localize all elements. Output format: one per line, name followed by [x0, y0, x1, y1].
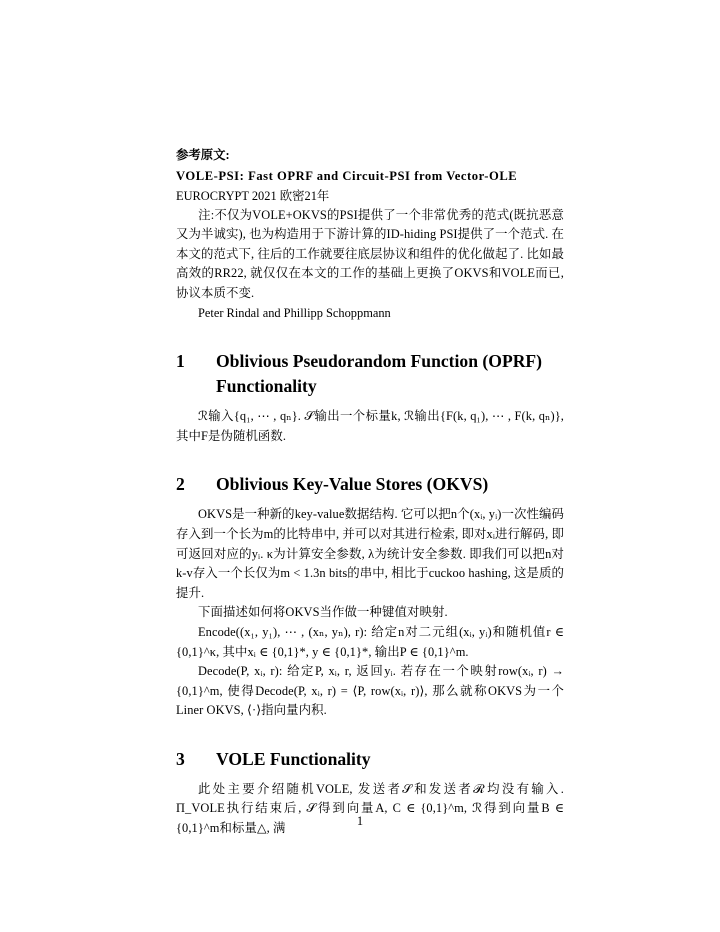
section-2-number: 2	[176, 474, 185, 495]
note-line-3: 文的范式下, 往后的工作就要往底层协议和组件的优化做起了. 比如最高效	[176, 246, 564, 281]
section-1-heading	[176, 349, 564, 399]
page-number: 1	[356, 814, 364, 828]
note-line-2: 为半诚实), 也为构造用于下游计算的ID-hiding PSI提供了一个范式. 在本	[176, 227, 564, 261]
section-1-title	[216, 349, 564, 399]
spacer	[176, 446, 564, 472]
reference-label: 参考原文:	[176, 148, 230, 162]
section-3-number: 3	[176, 748, 185, 769]
section-2-paragraph-3: Encode((x₁, y₁), ⋯ , (xₙ, yₙ), r): 给定n对二元组(xᵢ, yᵢ)和随机值r ∈ {0,1}^κ, 其中xᵢ ∈ {0,1}*, y ∈ {0,1}*, 输出P ∈ {0,1}^m.	[176, 624, 564, 659]
note-line-4: 的RR22, 就仅仅在本文的工作的基础上更换了OKVS和VOLE而已, 协议本	[176, 266, 565, 300]
section-3-paragraph-1: 此处主要介绍随机VOLE, 发送者𝒮和发送者ℛ均没有输入. Π_VOLE执行结束后, 𝒮得到向量A, C ∈ {0,1}^m, ℛ得到向量B ∈ {0,1}^m和标量△, 满	[176, 781, 564, 836]
section-1-number: 1	[176, 351, 185, 372]
paper-title: VOLE-PSI: Fast OPRF and Circuit-PSI from Vector-OLE	[176, 168, 518, 183]
note-line-5: 质不变.	[213, 285, 255, 300]
spacer	[176, 399, 564, 407]
spacer	[176, 497, 564, 505]
authors-line: Peter Rindal and Phillipp Schoppmann	[198, 305, 391, 320]
section-2-paragraph-1: OKVS是一种新的key-value数据结构. 它可以把n个(xᵢ, yᵢ)一次性编码存入到一个长为m的比特串中, 并可以对其进行检索, 即对xᵢ进行解码, 即可返回对应的yᵢ. κ为计算安全参数, λ为统计安全参数. 即我们可以把n对k-v存入一个长仅为m < 1.3n bits的串中, 相比于cuckoo hashing, 这是质的提升.	[176, 507, 564, 600]
section-1-title-line2: Functionality	[216, 376, 317, 397]
note-paragraph	[176, 206, 564, 304]
section-2-paragraph-2: 下面描述如何将OKVS当作做一种键值对映射.	[198, 605, 448, 620]
section-1-title-line1: Oblivious Pseudorandom Function (OPRF)	[216, 351, 543, 372]
section-1-paragraph-1: ℛ输入{q₁, ⋯ , qₙ}. 𝒮输出一个标量k, ℛ输出{F(k, q₁), ⋯ , F(k, qₙ)}, 其中F是伪随机函数.	[176, 409, 564, 443]
section-2-title: Oblivious Key-Value Stores (OKVS)	[216, 474, 489, 495]
section-3-title: VOLE Functionality	[216, 748, 371, 769]
note-line-1: 注:不仅为VOLE+OKVS的PSI提供了一个非常优秀的范式(既抗恶意又	[176, 207, 564, 242]
paper-venue: EUROCRYPT 2021 欧密21年	[176, 188, 330, 203]
spacer	[176, 323, 564, 349]
spacer	[176, 721, 564, 747]
section-2-heading	[176, 472, 564, 497]
page-content	[176, 146, 564, 839]
section-3-heading	[176, 747, 564, 772]
reference-block	[176, 146, 564, 323]
spacer	[176, 772, 564, 780]
section-2-paragraph-4: Decode(P, xᵢ, r): 给定P, xᵢ, r, 返回yᵢ. 若存在一个映射row(xᵢ, r) → {0,1}^m, 使得Decode(P, xᵢ, r) = ⟨P, row(xᵢ, r)⟩, 那么就称OKVS为一个Liner OKVS, ⟨·⟩指向量内积.	[176, 664, 564, 718]
